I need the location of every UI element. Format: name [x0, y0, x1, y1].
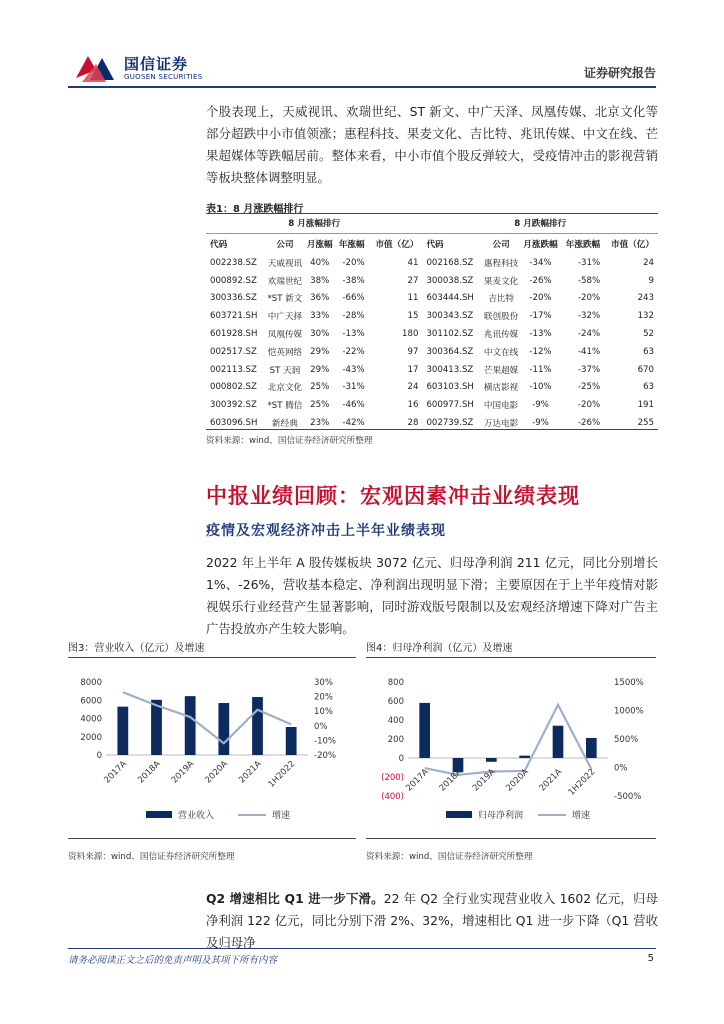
table-cell: 万达电影	[483, 419, 519, 430]
table-cell: -22%	[342, 346, 365, 357]
growth-line	[123, 692, 291, 743]
table-cell: -17%	[529, 311, 552, 322]
table-cell: 北京文化	[267, 383, 303, 394]
legend-bar-label: 营业收入	[178, 811, 215, 821]
table-cell: 63	[643, 382, 654, 393]
table-cell: 670	[637, 364, 654, 375]
table-cell: 255	[637, 418, 654, 429]
guosen-logo-icon	[72, 50, 118, 84]
table-cell: -38%	[342, 275, 365, 286]
x-tick-label: 2018A	[437, 767, 465, 794]
y-left-tick-label: 4000	[80, 714, 102, 725]
figure4-source-note: 资料来源：wind、国信证券经济研究所整理	[366, 852, 533, 862]
x-tick-label: 2021A	[537, 767, 565, 794]
table-cell: -32%	[577, 311, 601, 322]
legend-line-label: 增速	[572, 811, 591, 821]
bar-2021A	[252, 697, 263, 755]
table-column-header: 年涨幅	[338, 240, 365, 250]
table-cell: -28%	[342, 311, 365, 322]
table-cell: -43%	[342, 364, 365, 375]
legend-line-label: 增速	[272, 811, 291, 821]
table-cell: -13%	[529, 329, 552, 340]
table-cell: 17	[407, 364, 419, 375]
table-cell: 300336.SZ	[210, 293, 257, 304]
table-title: 表1：8 月涨跌幅排行	[206, 204, 304, 215]
y-right-tick-label: -20%	[314, 751, 336, 761]
table-cell: 新经典	[272, 419, 298, 430]
legend-bar-label: 归母净利润	[478, 811, 524, 821]
legend-bar-swatch	[446, 811, 472, 818]
table-cell: 97	[407, 346, 419, 357]
section-paragraph: 2022 年上半年 A 股传媒板块 3072 亿元、归母净利润 211 亿元，同比分别增长 1%、-26%，营收基本稳定、净利润出现明显下滑；主要原因在于上半年疫情对影视娱乐行业经营产生显著影响，同时游戏版号限制以及宏观经济增速下降对广告主广告投放亦产生较大影响。	[206, 555, 658, 636]
table-column-header: 月涨幅	[306, 240, 333, 250]
table-cell: 中国电影	[483, 401, 519, 412]
table-cell: 芒果超媒	[483, 365, 519, 376]
table-cell: *ST 新文	[267, 294, 303, 305]
table-cell: -31%	[577, 257, 601, 268]
table-cell: 36%	[310, 293, 330, 304]
table-cell: -12%	[529, 346, 552, 357]
figure4-bottom-rule	[366, 838, 656, 839]
x-tick-label: 2021A	[237, 759, 264, 786]
table-column-header: 市值（亿）	[375, 240, 419, 250]
section-title: 中报业绩回顾：宏观因素冲击业绩表现	[206, 484, 580, 508]
table-column-header: 月涨跌幅	[523, 240, 558, 250]
table-cell: 180	[402, 329, 419, 340]
table-cell: 243	[637, 293, 654, 304]
table-cell: 兆讯传媒	[483, 330, 519, 341]
table-cell: 601928.SH	[210, 329, 258, 340]
table-cell: 300038.SZ	[426, 275, 474, 286]
table-column-header: 年涨跌幅	[565, 240, 601, 250]
table-cell: -25%	[577, 382, 601, 393]
table-cell: 吉比特	[488, 294, 514, 305]
table-cell: 9	[648, 275, 654, 286]
document-type-label: 证券研究报告	[583, 66, 656, 80]
y-left-tick-label: 6000	[80, 696, 102, 707]
table-cell: 30%	[310, 329, 330, 340]
closing-lead: Q2 增速相比 Q1 进一步下滑。	[206, 891, 384, 906]
table-cell: 41	[407, 257, 419, 268]
table-cell: 中广天择	[267, 312, 303, 323]
y-right-tick-label: 20%	[314, 692, 333, 703]
bar-2020A	[218, 703, 229, 755]
figure3-bottom-rule	[68, 838, 356, 839]
table-cell: 603444.SH	[426, 293, 474, 304]
table-cell: 中文在线	[483, 347, 519, 358]
table-cell: 132	[637, 311, 654, 322]
table-cell: 联创股份	[483, 312, 519, 323]
table-cell: ST 天润	[269, 365, 301, 376]
table-column-header: 市值（亿）	[611, 240, 654, 250]
y-left-tick-label: 400	[387, 716, 404, 726]
table-cell: *ST 腾信	[267, 401, 303, 412]
table-cell: 000892.SZ	[210, 275, 257, 286]
x-tick-label: 2017A	[102, 759, 129, 786]
table-cell: 23%	[310, 418, 330, 429]
table-cell: -13%	[342, 329, 365, 340]
table-cell: -9%	[532, 400, 549, 411]
table-row	[206, 396, 658, 414]
x-tick-label: 2017A	[404, 767, 431, 794]
figure3-top-rule	[68, 657, 356, 658]
y-right-tick-label: 0%	[614, 763, 628, 774]
table-cell: 27	[407, 275, 419, 286]
table-cell: -20%	[342, 257, 365, 268]
figure3-title: 图3：营业收入（亿元）及增速	[68, 643, 205, 654]
y-left-tick-label: 600	[387, 697, 404, 707]
table-cell: 002113.SZ	[210, 364, 257, 375]
table-cell: 603103.SH	[426, 382, 474, 393]
table-bottom-rule	[206, 429, 658, 430]
table-cell: 000802.SZ	[210, 382, 257, 393]
table-source-note: 资料来源：wind、国信证券经济研究所整理	[206, 436, 373, 446]
table-column-header: 公司	[492, 240, 510, 250]
figure3-source-note: 资料来源：wind、国信证券经济研究所整理	[68, 852, 235, 862]
legend-bar-swatch	[146, 811, 172, 818]
table-cell: -42%	[342, 418, 365, 429]
intro-paragraph: 个股表现上，天威视讯、欢瑞世纪、ST 新文、中广天泽、凤凰传媒、北京文化等部分超跌中小市值领涨；惠程科技、果麦文化、吉比特、兆讯传媒、中文在线、芒果超媒体等跌幅居前。整体来看，中小市值个股反弹较大，受疫情冲击的影视营销等板块整体调整明显。	[206, 104, 658, 185]
table-cell: -9%	[532, 418, 549, 429]
x-tick-label: 2020A	[504, 767, 531, 794]
table-cell: -20%	[577, 293, 601, 304]
bar-2020A	[519, 756, 530, 758]
table-cell: 52	[643, 329, 654, 340]
table-cell: 25%	[310, 400, 330, 411]
footer-disclaimer: 请务必阅读正文之后的免责声明及其项下所有内容	[68, 955, 278, 966]
table-cell: 11	[407, 293, 419, 304]
table-group-losers: 8 月跌幅排行	[422, 213, 658, 234]
table-column-header: 代码	[210, 240, 228, 250]
x-tick-label: 2019A	[169, 759, 197, 786]
y-left-tick-label: 0	[96, 751, 102, 761]
table-cell: 301102.SZ	[426, 329, 474, 340]
table-row	[206, 254, 658, 272]
page-number: 5	[647, 953, 654, 964]
table-cell: 凤凰传媒	[267, 330, 303, 341]
table-cell: 191	[637, 400, 654, 411]
table-cell: 002168.SZ	[426, 257, 474, 268]
y-left-tick-label: 800	[387, 678, 404, 688]
x-tick-label: 2018A	[136, 759, 163, 786]
table-cell: -20%	[529, 293, 552, 304]
y-right-tick-label: 1500%	[614, 678, 644, 688]
table-cell: 横店影视	[483, 383, 519, 394]
table-cell: -41%	[577, 346, 601, 357]
table-cell: 16	[407, 400, 419, 411]
revenue-chart	[68, 660, 356, 838]
y-right-tick-label: -10%	[314, 736, 336, 747]
table-cell: 29%	[310, 346, 330, 357]
bar-1H2022	[286, 727, 297, 755]
growth-line	[425, 705, 592, 775]
table-column-header: 公司	[276, 240, 294, 250]
y-right-tick-label: -500%	[614, 792, 642, 802]
ranking-table	[206, 213, 658, 432]
y-left-tick-label: 200	[387, 735, 404, 745]
table-cell: 38%	[310, 275, 330, 286]
x-tick-label: 1H2022	[266, 759, 298, 790]
table-row	[206, 272, 658, 290]
table-cell: 果麦文化	[483, 276, 519, 287]
y-left-tick-label: 8000	[80, 678, 102, 688]
table-cell: 300343.SZ	[426, 311, 474, 322]
table-cell: 天威视讯	[267, 258, 303, 269]
table-cell: -34%	[529, 257, 552, 268]
table-row	[206, 379, 658, 397]
table-cell: 603721.SH	[210, 311, 258, 322]
table-cell: -58%	[577, 275, 601, 286]
y-left-tick-label: (200)	[381, 773, 404, 783]
figure4-top-rule	[366, 657, 656, 658]
table-column-header: 代码	[426, 240, 444, 250]
table-cell: -10%	[529, 382, 552, 393]
table-header-row	[206, 234, 658, 255]
table-cell: 欢瑞世纪	[267, 276, 303, 287]
bar-2017A	[419, 703, 430, 758]
table-cell: 恺英网络	[267, 347, 303, 358]
table-cell: 002238.SZ	[210, 257, 257, 268]
footer-divider	[68, 948, 656, 949]
y-right-tick-label: 0%	[314, 721, 328, 732]
bar-2017A	[117, 707, 128, 755]
table-cell: 600977.SH	[426, 400, 474, 411]
table-cell: 28	[407, 418, 419, 429]
bar-2021A	[553, 726, 564, 758]
table-row	[206, 290, 658, 308]
table-body	[206, 254, 658, 432]
bar-1H2022	[586, 738, 597, 758]
table-cell: -37%	[577, 364, 601, 375]
y-left-tick-label: (400)	[381, 792, 404, 802]
table-cell: -46%	[342, 400, 365, 411]
y-left-tick-label: 2000	[80, 732, 102, 743]
y-right-tick-label: 500%	[614, 735, 639, 745]
header-divider	[68, 86, 656, 88]
logo-english-name: GUOSEN SECURITIES	[124, 73, 203, 81]
table-cell: 300413.SZ	[426, 364, 474, 375]
bar-2019A	[486, 758, 497, 762]
table-row	[206, 343, 658, 361]
table-cell: 40%	[310, 257, 330, 268]
table-cell: 63	[643, 346, 654, 357]
x-tick-label: 2020A	[203, 759, 230, 786]
table-cell: 15	[407, 311, 419, 322]
table-cell: 24	[643, 257, 654, 268]
y-left-tick-label: 0	[398, 754, 404, 764]
table-row	[206, 361, 658, 379]
bar-2019A	[185, 696, 196, 755]
table-cell: 603096.SH	[210, 418, 258, 429]
net-profit-chart	[366, 660, 656, 838]
table-row	[206, 307, 658, 325]
table-cell: -11%	[529, 364, 552, 375]
logo-chinese-name: 国信证券	[124, 55, 189, 73]
table-cell: -20%	[577, 400, 601, 411]
figure4-title: 图4：归母净利润（亿元）及增速	[366, 643, 513, 654]
y-right-tick-label: 10%	[314, 707, 333, 718]
table-cell: 29%	[310, 364, 330, 375]
table-group-gainers: 8 月涨幅排行	[206, 213, 422, 234]
x-tick-label: 1H2022	[566, 767, 598, 798]
table-cell: 惠程科技	[483, 258, 519, 269]
table-cell: 002517.SZ	[210, 346, 257, 357]
bar-2018A	[151, 700, 162, 755]
table-cell: 24	[407, 382, 419, 393]
x-tick-label: 2019A	[470, 767, 498, 794]
table-cell: 25%	[310, 382, 330, 393]
table-cell: -26%	[577, 418, 601, 429]
table-cell: 002739.SZ	[426, 418, 474, 429]
closing-paragraph	[206, 888, 658, 954]
table-cell: 300364.SZ	[426, 346, 474, 357]
y-right-tick-label: 30%	[314, 678, 333, 688]
table-cell: 33%	[310, 311, 330, 322]
closing-body: 22 年 Q2 全行业实现营业收入 1602 亿元，归母净利润 122 亿元，同比分别下滑 2%、32%，增速相比 Q1 进一步下降（Q1 营收及归母净	[206, 891, 658, 950]
table-cell: 300392.SZ	[210, 400, 257, 411]
subsection-title: 疫情及宏观经济冲击上半年业绩表现	[206, 523, 446, 539]
table-row	[206, 325, 658, 343]
table-cell: -66%	[342, 293, 365, 304]
table-cell: -31%	[342, 382, 365, 393]
y-right-tick-label: 1000%	[614, 706, 644, 717]
table-cell: -26%	[529, 275, 552, 286]
table-cell: -24%	[577, 329, 601, 340]
